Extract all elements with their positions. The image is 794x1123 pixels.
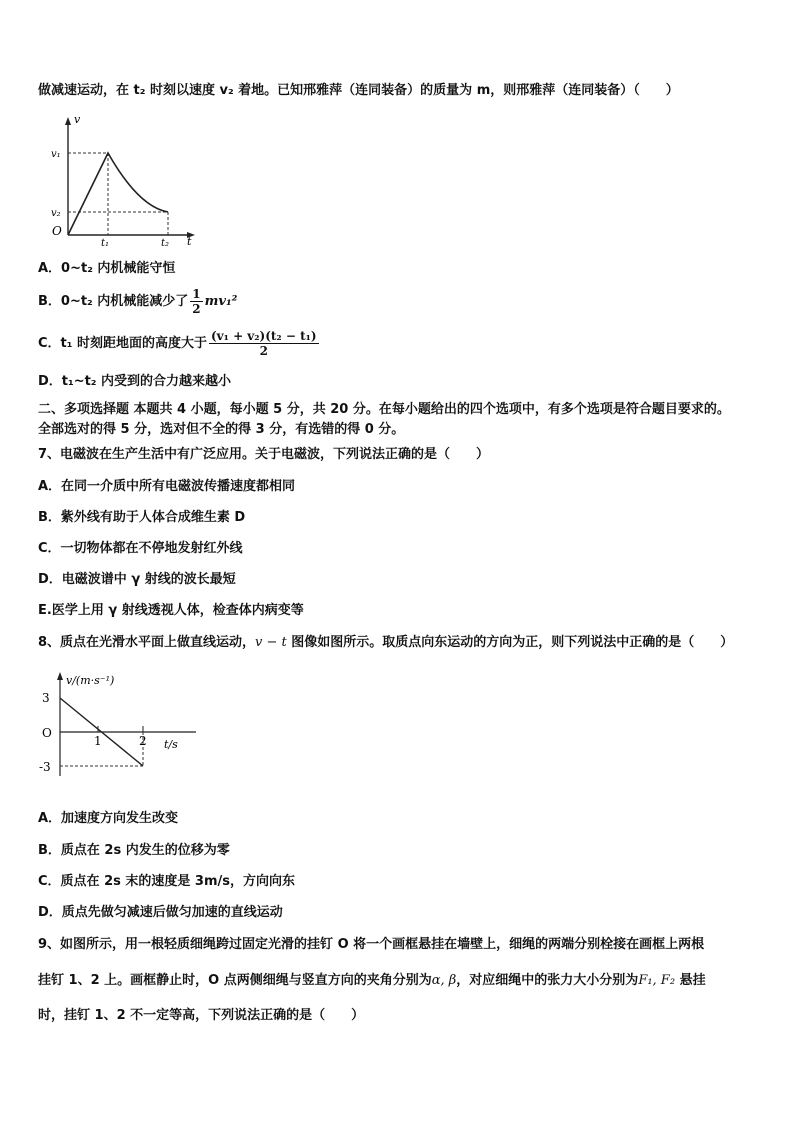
q8-ylabel: v/(m·s⁻¹) — [66, 674, 115, 687]
q6-vt-graph — [50, 113, 200, 248]
q6-axis-y-label: v — [74, 113, 81, 126]
q6-option-d: D．t₁~t₂ 内受到的合力越来越小 — [38, 374, 232, 389]
q8-option-b: B．质点在 2s 内发生的位移为零 — [38, 843, 230, 858]
q7-option-e: E.医学上用 γ 射线透视人体，检查体内病变等 — [38, 603, 304, 618]
q8-option-c: C．质点在 2s 末的速度是 3m/s，方向向东 — [38, 874, 295, 889]
q9-stem-line3: 时，挂钉 1、2 不一定等高，下列说法正确的是（ ） — [38, 1008, 365, 1023]
q8-option-d: D．质点先做匀减速后做匀加速的直线运动 — [38, 905, 283, 920]
q6-option-a: A．0~t₂ 内机械能守恒 — [38, 261, 176, 276]
q6-t1-label: t₁ — [101, 238, 110, 248]
q8-y-neg-tick: -3 — [39, 760, 51, 774]
q8-x2-tick: 2 — [139, 734, 147, 748]
q7-option-d: D．电磁波谱中 γ 射线的波长最短 — [38, 572, 236, 587]
q6-v1-label: v₁ — [51, 149, 61, 160]
q9-stem-line1: 9、如图所示，用一根轻质细绳跨过固定光滑的挂钉 O 将一个画框悬挂在墙壁上，细绳的两端分别栓接在画框上两根 — [38, 937, 705, 952]
q6-t2-label: t₂ — [161, 238, 170, 248]
q6-axis-x-label: t — [187, 235, 192, 248]
q6-option-c: C．t₁ 时刻距地面的高度大于 $\frac{\text{(v₁ + v₂)(t₂ − t₁)}}{2}$ — [38, 329, 317, 358]
q7-option-c: C．一切物体都在不停地发射红外线 — [38, 541, 243, 556]
q8-xlabel: t/s — [164, 738, 178, 751]
section2-instructions-line2: 全部选对的得 5 分，选对但不全的得 3 分，有选错的得 0 分。 — [38, 422, 405, 437]
q6-origin-label: O — [52, 224, 62, 238]
q8-x1-tick: 1 — [94, 734, 102, 748]
q9-stem-line2: 挂钉 1、2 上。画框静止时，O 点两侧细绳与竖直方向的夹角分别为α, β，对应细绳中的张力大小分别为F₁, F₂ 悬挂 — [38, 973, 706, 988]
q7-option-a: A．在同一介质中所有电磁波传播速度都相同 — [38, 479, 296, 494]
q8-vt-graph — [36, 668, 206, 780]
q8-option-a: A．加速度方向发生改变 — [38, 811, 179, 826]
q6-stem-tail: 做减速运动，在 t₂ 时刻以速度 v₂ 着地。已知邢雅萍（连同装备）的质量为 m，则邢雅萍（连同装备）（ ） — [38, 83, 679, 98]
q8-stem: 8、质点在光滑水平面上做直线运动，v − t 图像如图所示。取质点向东运动的方向为正，则下列说法中正确的是（ ） — [38, 635, 734, 650]
q7-option-b: B．紫外线有助于人体合成维生素 D — [38, 510, 246, 525]
q7-stem: 7、电磁波在生产生活中有广泛应用。关于电磁波，下列说法正确的是（ ） — [38, 447, 490, 462]
section2-instructions-line1: 二、多项选择题 本题共 4 小题，每小题 5 分，共 20 分。在每小题给出的四个选项中，有多个选项是符合题目要求的。 — [38, 402, 730, 417]
q6-v2-label: v₂ — [51, 208, 61, 219]
q8-origin-label: O — [42, 726, 52, 740]
q8-y-pos-tick: 3 — [42, 691, 50, 705]
q6-option-b: B．0~t₂ 内机械能减少了 $\frac{1}{2}$ mv₁² — [38, 287, 238, 316]
